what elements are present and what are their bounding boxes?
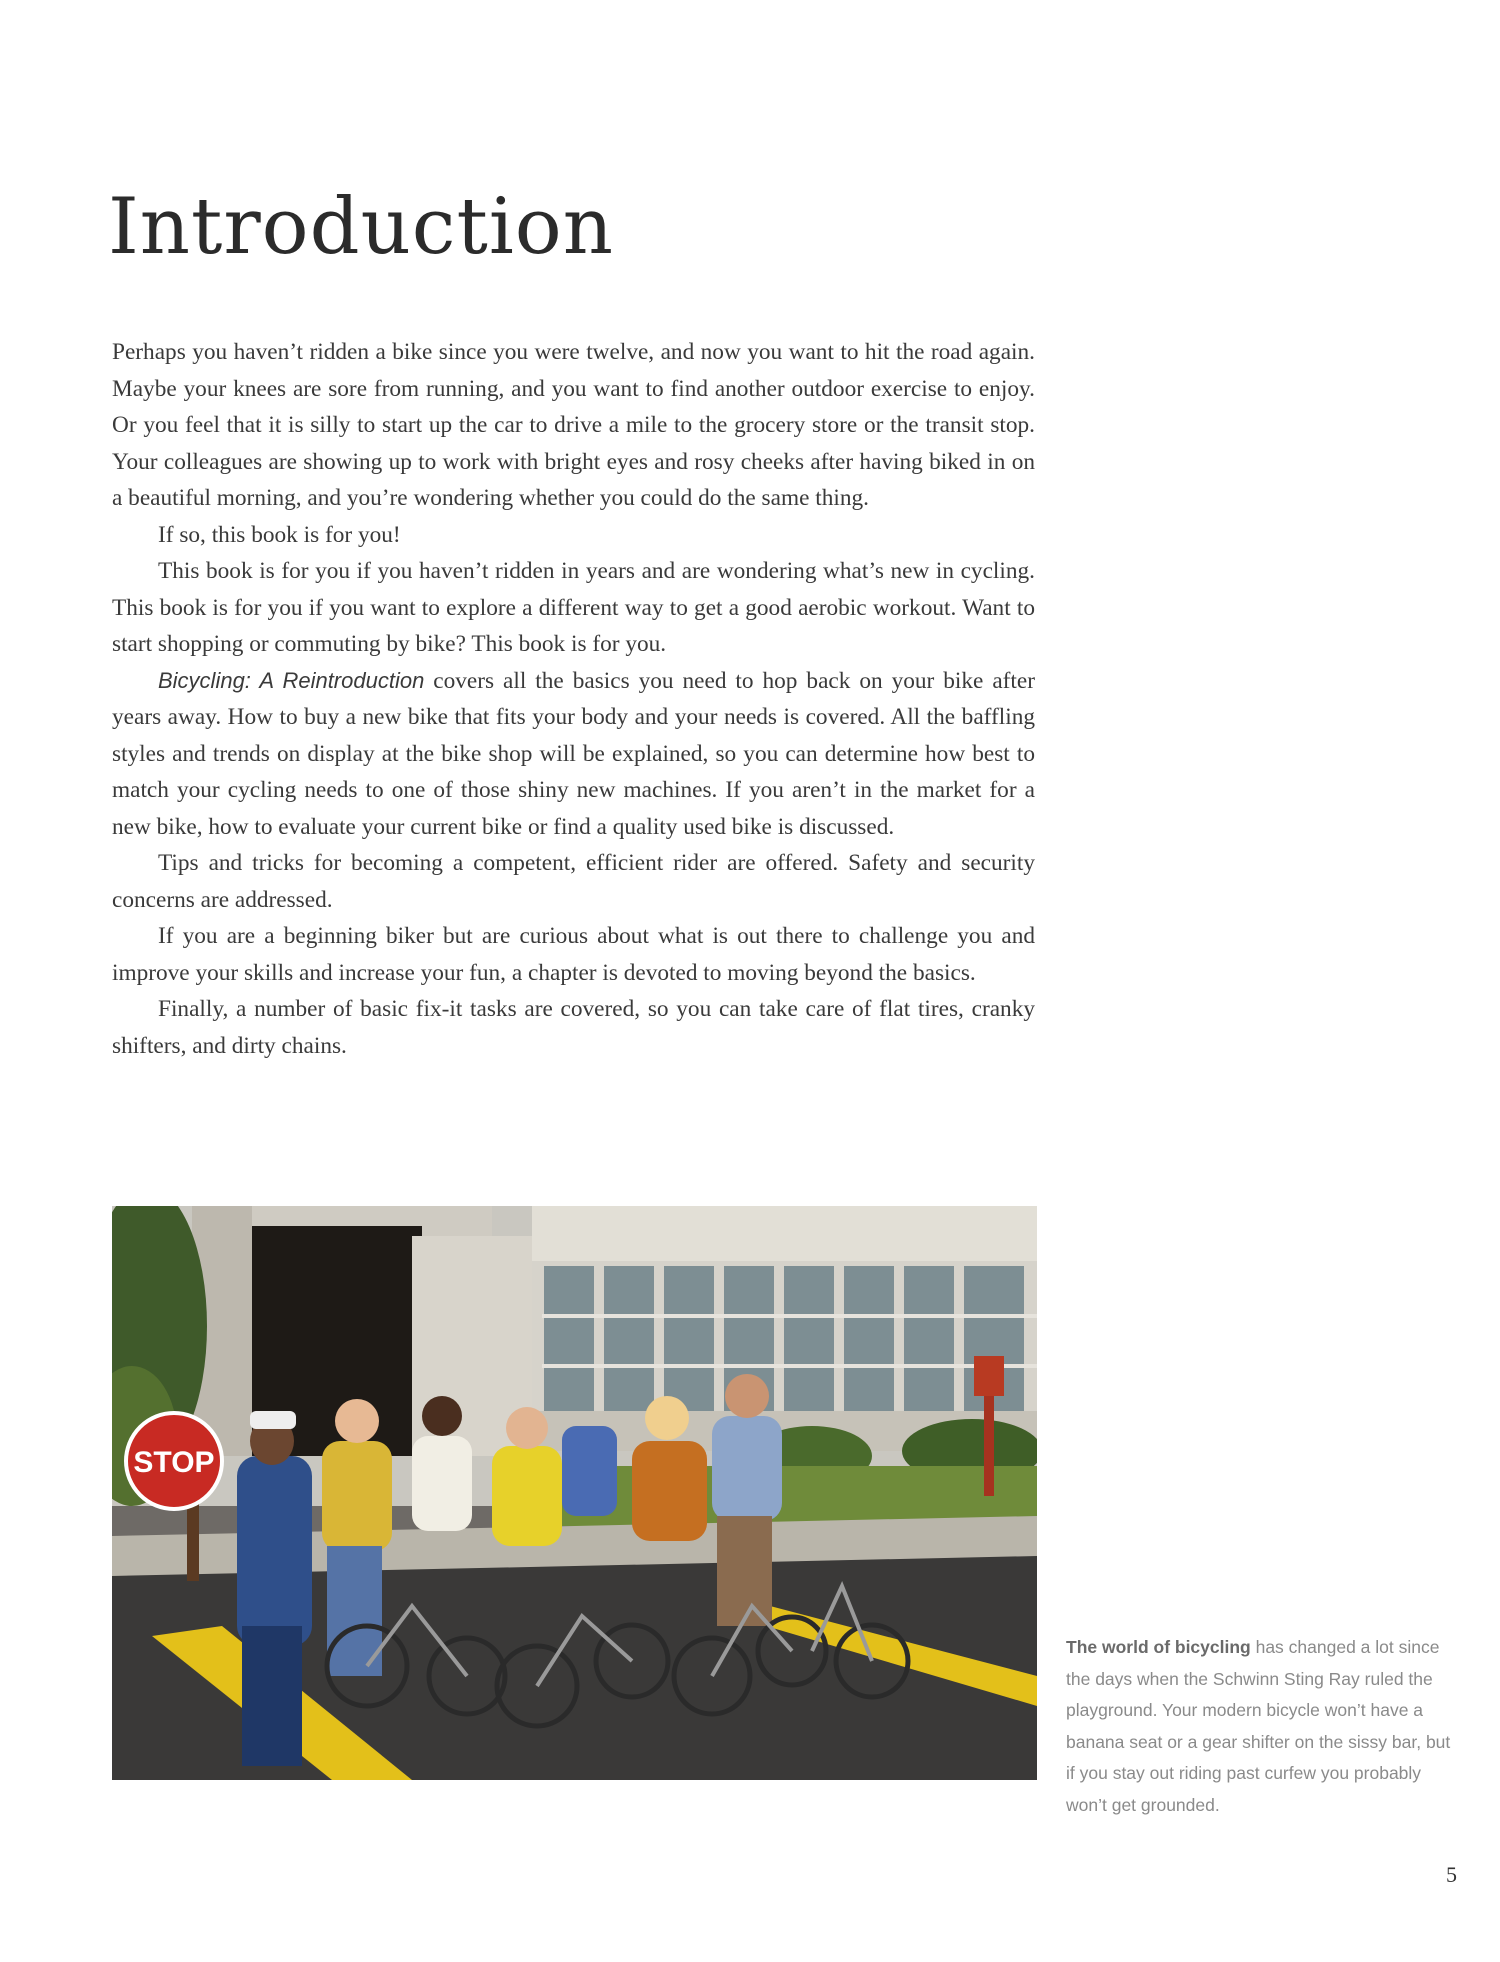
stop-sign-text: STOP bbox=[133, 1446, 215, 1479]
paragraph-text: covers all the basics you need to hop back on your bike after years away. How to buy a new bike that fits your body and your needs is covered. All the baffling styles and trends on display at the bike shop will be explained, so you can determine how best to match your cycling needs to one of those shiny new machines. If you aren’t in the market for a new bike, how to evaluate your current bike or find a quality used bike is discussed. bbox=[112, 667, 1036, 840]
paragraph: This book is for you if you haven’t ridden in years and are wondering what’s new in cycling. This book is for you if you want to explore a different way to get a good aerobic workout. Want to start shopping or commuting by bike? This book is for you. bbox=[112, 558, 1035, 657]
page-title: Introduction bbox=[108, 182, 614, 272]
caption-text: has changed a lot since the days when the Schwinn Sting Ray ruled the playground. Your modern bicycle won’t have a banana seat or a gear shifter on the sissy bar, but if you stay out riding past curfew you probably won’t get grounded. bbox=[1066, 1637, 1451, 1815]
page-number: 5 bbox=[1446, 1862, 1457, 1887]
book-title: Bicycling: A Reintroduction bbox=[158, 667, 425, 693]
paragraph: Finally, a number of basic fix-it tasks are covered, so you can take care of flat tires, cranky shifters, and dirty chains. bbox=[112, 996, 1035, 1059]
paragraph: Tips and tricks for becoming a competent, efficient rider are offered. Safety and security concerns are addressed. bbox=[112, 850, 1035, 913]
caption-lead: The world of bicycling bbox=[1066, 1637, 1251, 1657]
photo-kids-with-bicycles bbox=[112, 1206, 1037, 1780]
paragraph: Perhaps you haven’t ridden a bike since you were twelve, and now you want to hit the road again. Maybe your knees are sore from running, and you want to find another outdoor exercise to enjoy. Or you feel that it is silly to start up the car to drive a mile to the grocery store or the transit stop. Your colleagues are showing up to work with bright eyes and rosy cheeks after having biked in on a beautiful morning, and you’re wondering whether you could do the same thing. bbox=[112, 339, 1035, 511]
paragraph: If you are a beginning biker but are curious about what is out there to challenge you and improve your skills and increase your fun, a chapter is devoted to moving beyond the basics. bbox=[112, 923, 1035, 986]
body-text bbox=[112, 334, 1035, 1064]
paragraph bbox=[112, 663, 1035, 846]
paragraph: If so, this book is for you! bbox=[158, 521, 401, 548]
photo-caption bbox=[1066, 1632, 1456, 1821]
